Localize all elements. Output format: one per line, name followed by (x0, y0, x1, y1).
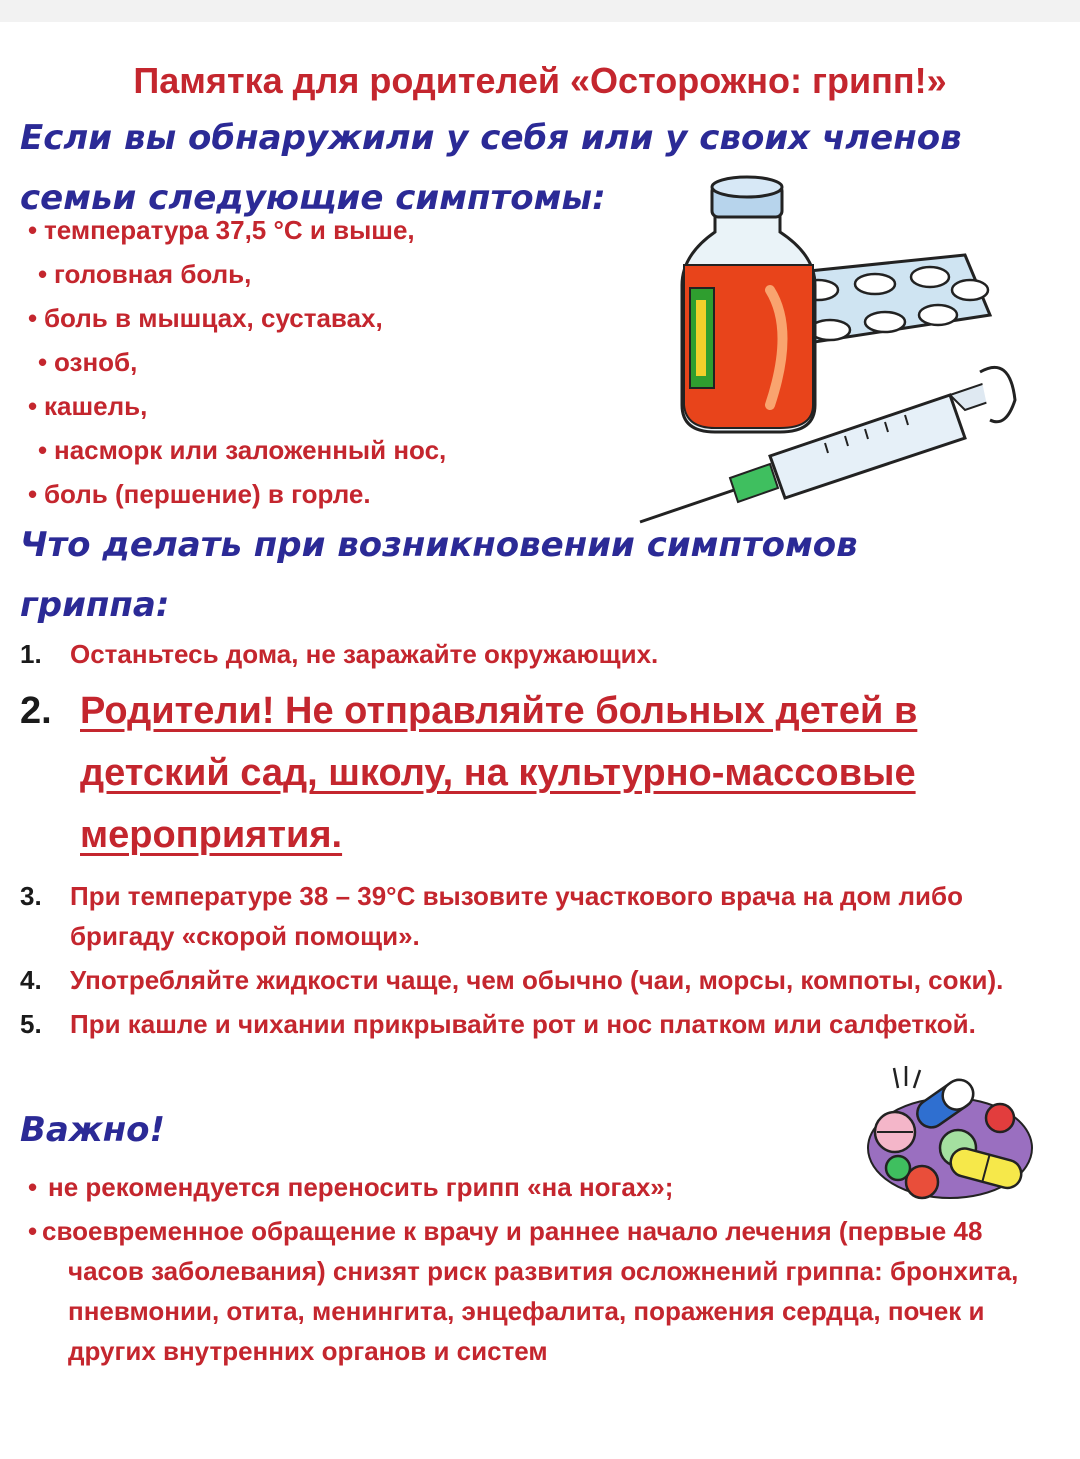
bullet-icon: • (28, 215, 38, 245)
actions-heading-line-2: гриппа: (20, 585, 170, 625)
step-number: 2. (20, 690, 52, 732)
step-text: При кашле и чихании прикрывайте рот и нос платком или салфеткой. (70, 1009, 976, 1039)
important-heading: Важно! (20, 1110, 166, 1150)
symptoms-heading-line-1: Если вы обнаружили у себя или у своих членов (20, 118, 962, 158)
step-text: При температуре 38 – 39°С вызовите участкового врача на дом либо бригаду «скорой помощи». (70, 881, 963, 951)
bullet-icon: • (38, 259, 48, 289)
step-text: Родители! Не отправляйте больных детей в детский сад, школу, на культурно-массовые мероприятия. (80, 690, 918, 856)
step-text: Останьтесь дома, не заражайте окружающих. (70, 639, 659, 669)
bullet-icon: • (38, 347, 48, 377)
bullet-icon: • (28, 303, 38, 333)
bullet-icon: • (28, 479, 38, 509)
important-item (28, 1167, 1058, 1207)
step-number: 4. (20, 965, 42, 995)
action-step (20, 876, 1070, 956)
symptom-item: • озноб, (28, 340, 446, 384)
page-title: Памятка для родителей «Осторожно: грипп!» (133, 60, 947, 101)
bullet-icon: • (28, 391, 38, 421)
action-step (20, 634, 1070, 674)
symptoms-list (28, 208, 446, 516)
important-item (28, 1211, 1058, 1371)
important-text: своевременное обращение к врачу и раннее начало лечения (первые 48 часов заболевания) снизят риск развития осложнений гриппа: бронхита, пневмонии, отита, менингита, энцефалита, поражения сердца, почек и других внутренних органов и систем (42, 1216, 1019, 1366)
bullet-icon: • (28, 1172, 38, 1202)
actions-list (20, 634, 1070, 1044)
step-text: Употребляйте жидкости чаще, чем обычно (чаи, морсы, компоты, соки). (70, 965, 1004, 995)
actions-heading-line-1: Что делать при возникновении симптомов (20, 525, 858, 565)
action-step (20, 960, 1020, 1000)
symptom-item: • боль (першение) в горле. (28, 472, 446, 516)
step-number: 5. (20, 1009, 42, 1039)
leaflet-sheet (0, 22, 1080, 1459)
symptom-item: • температура 37,5 °С и выше, (28, 208, 446, 252)
symptom-item: • кашель, (28, 384, 446, 428)
actions-heading (20, 515, 858, 635)
medicine-bottle-icon (682, 177, 815, 432)
symptoms-heading-line-2: семьи следующие симптомы: (20, 178, 606, 218)
step-number: 1. (20, 639, 42, 669)
bullet-icon: • (38, 435, 48, 465)
symptom-item: • насморк или заложенный нос, (28, 428, 446, 472)
action-step-highlighted (20, 680, 1020, 866)
symptom-item: • головная боль, (28, 252, 446, 296)
symptom-item: • боль в мышцах, суставах, (28, 296, 446, 340)
important-list (28, 1167, 1058, 1371)
step-number: 3. (20, 881, 42, 911)
bullet-icon: • (28, 1216, 38, 1246)
medicine-illustration (620, 160, 1020, 530)
action-step (20, 1004, 1020, 1044)
important-text: не рекомендуется переносить грипп «на ногах»; (48, 1172, 674, 1202)
